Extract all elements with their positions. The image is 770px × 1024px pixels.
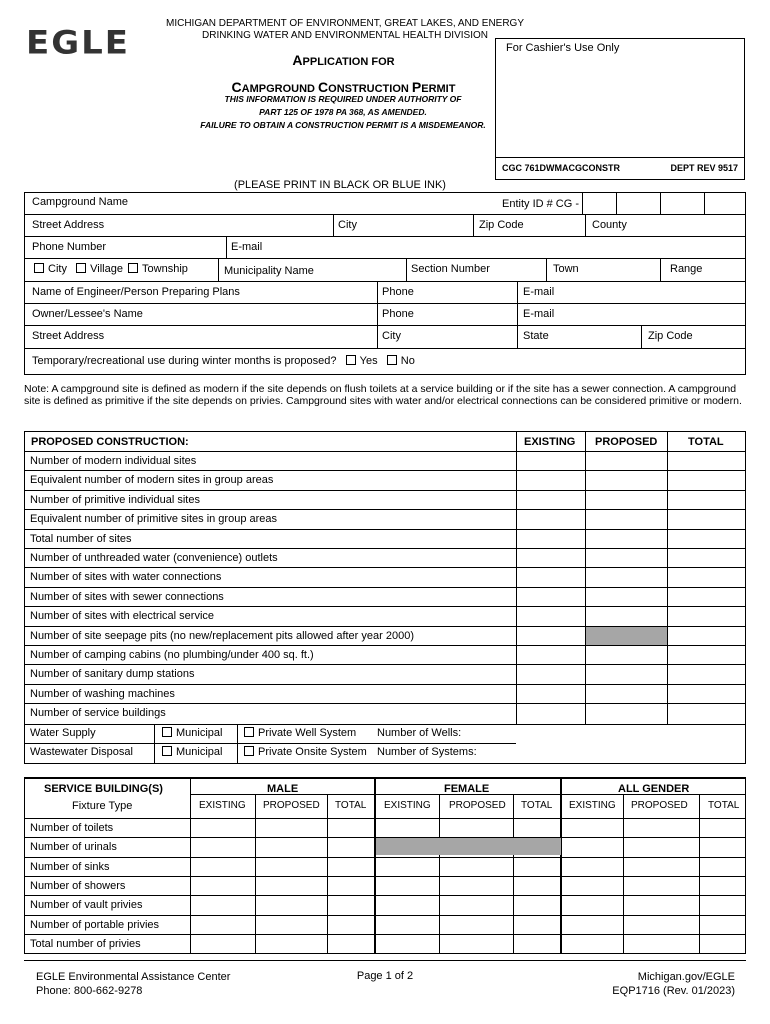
construction-proposed-field[interactable]: [586, 471, 667, 489]
wastewater-label: Wastewater Disposal: [30, 746, 133, 758]
private-well-checkbox[interactable]: [244, 727, 254, 737]
owner-zip-label: Zip Code: [648, 330, 693, 342]
construction-proposed-field[interactable]: [586, 549, 667, 567]
construction-proposed-field[interactable]: [586, 568, 667, 586]
footer-contact: EGLE Environmental Assistance Center Phone: 800-662-9278: [36, 971, 231, 997]
construction-total-field[interactable]: [668, 491, 745, 509]
construction-existing-field[interactable]: [517, 646, 585, 664]
male-header: MALE: [267, 783, 299, 795]
owner-street-label: Street Address: [32, 330, 105, 342]
construction-row-label: Number of sites with sewer connections: [30, 591, 224, 603]
construction-proposed-field[interactable]: [586, 646, 667, 664]
phone-number-label: Phone Number: [32, 241, 106, 253]
city-label: City: [338, 219, 357, 231]
construction-row-label: Equivalent number of primitive sites in group areas: [30, 513, 278, 525]
entity-id-box-4[interactable]: [705, 193, 745, 213]
water-supply-label: Water Supply: [30, 727, 96, 739]
construction-row-label: Number of primitive individual sites: [30, 494, 200, 506]
service-building-table: [24, 777, 746, 954]
construction-existing-field[interactable]: [517, 588, 585, 606]
form-code-bar: [496, 157, 744, 179]
construction-header: PROPOSED CONSTRUCTION:: [31, 436, 189, 448]
wastewater-municipal-checkbox[interactable]: [162, 746, 172, 756]
footer-form-id: Michigan.gov/EGLE EQP1716 (Rev. 01/2023): [612, 971, 735, 997]
county-label: County: [592, 219, 627, 231]
female-existing: EXISTING: [384, 800, 431, 811]
construction-total-field[interactable]: [668, 607, 745, 625]
winter-use-label: Temporary/recreational use during winter months is proposed?: [32, 355, 337, 367]
all-gender-header: ALL GENDER: [618, 783, 690, 795]
entity-id-box-3[interactable]: [661, 193, 704, 213]
yes-checkbox[interactable]: [346, 355, 356, 365]
num-systems-label: Number of Systems:: [377, 746, 477, 758]
construction-existing-field[interactable]: [517, 452, 585, 470]
male-total: TOTAL: [335, 800, 367, 811]
private-well-option: Private Well System: [244, 727, 356, 739]
print-note: (PLEASE PRINT IN BLACK OR BLUE INK): [234, 179, 446, 191]
email-label: E-mail: [231, 241, 263, 253]
allgender-total: TOTAL: [708, 800, 740, 811]
female-total: TOTAL: [521, 800, 553, 811]
authority-notice: THIS INFORMATION IS REQUIRED UNDER AUTHORITY OF PART 125 OF 1978 PA 368, AS AMENDED. FAILURE TO OBTAIN A CONSTRUCTION PERMIT IS A MISDEMEANOR.: [200, 94, 486, 130]
entity-id-box-1[interactable]: [583, 193, 616, 213]
egle-logo: EGLE: [26, 24, 131, 62]
construction-proposed-field[interactable]: [586, 530, 667, 548]
agency-line-1: MICHIGAN DEPARTMENT OF ENVIRONMENT, GREAT LAKES, AND ENERGY: [165, 18, 525, 29]
municipality-name-label: Municipality Name: [224, 265, 314, 277]
water-municipal-checkbox[interactable]: [162, 727, 172, 737]
fixture-type-label: Fixture Type: [72, 800, 133, 812]
entity-id-label: Entity ID # CG -: [502, 198, 580, 210]
owner-city-label: City: [382, 330, 401, 342]
construction-proposed-field[interactable]: [586, 704, 667, 722]
form-code: CGC 761DWMACGCONSTR: [502, 163, 621, 173]
service-row-label: Number of sinks: [30, 861, 110, 873]
city-checkbox[interactable]: [34, 263, 44, 273]
engineer-email-label: E-mail: [523, 286, 555, 298]
construction-total-field[interactable]: [668, 510, 745, 528]
construction-proposed-field[interactable]: [586, 665, 667, 683]
construction-row-label: Number of unthreaded water (convenience) outlets: [30, 552, 278, 564]
agency-line-2: DRINKING WATER AND ENVIRONMENTAL HEALTH DIVISION: [202, 30, 488, 41]
service-row-label: Number of portable privies: [30, 919, 160, 931]
col-total: TOTAL: [688, 436, 724, 448]
wastewater-municipal-option: Municipal: [162, 746, 222, 758]
construction-total-field[interactable]: [668, 471, 745, 489]
construction-row-label: Number of site seepage pits (no new/replacement pits allowed after year 2000): [30, 630, 414, 642]
num-wells-label: Number of Wells:: [377, 727, 462, 739]
construction-existing-field[interactable]: [517, 665, 585, 683]
form-title: APPLICATION FOR CAMPGROUND CONSTRUCTION PERMIT: [231, 52, 456, 95]
construction-total-field[interactable]: [668, 704, 745, 722]
street-address-label: Street Address: [32, 219, 105, 231]
construction-row-label: Number of service buildings: [30, 707, 166, 719]
construction-row-label: Number of sites with electrical service: [30, 610, 215, 622]
construction-row-label: Total number of sites: [30, 533, 132, 545]
site-definition-note: Note: A campground site is defined as modern if the site depends on flush toilets at a service building or if the site has a sewer connection. A campground site is defined as primitive if the site depends on privies. Campground sites with water and/or electrical connections can be considered primitive or modern.: [24, 383, 742, 407]
construction-table: [24, 431, 746, 764]
male-proposed: PROPOSED: [263, 800, 320, 811]
engineer-phone-label: Phone: [382, 286, 414, 298]
allgender-existing: EXISTING: [569, 800, 616, 811]
construction-existing-field[interactable]: [517, 491, 585, 509]
col-existing: EXISTING: [524, 436, 576, 448]
service-row-label: Number of toilets: [30, 822, 114, 834]
owner-state-label: State: [523, 330, 549, 342]
service-row-label: Number of urinals: [30, 841, 117, 853]
construction-row-label: Number of camping cabins (no plumbing/under 400 sq. ft.): [30, 649, 314, 661]
construction-proposed-field[interactable]: [586, 588, 667, 606]
village-checkbox[interactable]: [76, 263, 86, 273]
construction-total-field[interactable]: [668, 588, 745, 606]
construction-row-label: Number of washing machines: [30, 688, 175, 700]
allgender-proposed: PROPOSED: [631, 800, 688, 811]
construction-existing-field[interactable]: [517, 704, 585, 722]
entity-id-box-2[interactable]: [617, 193, 660, 213]
private-onsite-option: Private Onsite System: [244, 746, 367, 758]
town-label: Town: [553, 263, 579, 275]
construction-proposed-field[interactable]: [586, 685, 667, 703]
service-row-label: Number of vault privies: [30, 899, 143, 911]
construction-row-label: Number of sanitary dump stations: [30, 668, 195, 680]
male-existing: EXISTING: [199, 800, 246, 811]
township-checkbox[interactable]: [128, 263, 138, 273]
construction-proposed-field[interactable]: [586, 452, 667, 470]
construction-existing-field[interactable]: [517, 627, 585, 645]
owner-name-label: Owner/Lessee's Name: [32, 308, 143, 320]
service-header: SERVICE BUILDING(S): [44, 783, 163, 795]
construction-total-field[interactable]: [668, 646, 745, 664]
construction-existing-field[interactable]: [517, 510, 585, 528]
construction-existing-field[interactable]: [517, 607, 585, 625]
no-checkbox[interactable]: [387, 355, 397, 365]
cashier-box[interactable]: [495, 38, 745, 180]
owner-email-label: E-mail: [523, 308, 555, 320]
construction-total-field[interactable]: [668, 665, 745, 683]
info-table: [24, 192, 746, 375]
construction-row-label: Number of modern individual sites: [30, 455, 197, 467]
female-header: FEMALE: [444, 783, 490, 795]
construction-existing-field[interactable]: [517, 685, 585, 703]
section-number-label: Section Number: [411, 263, 490, 275]
construction-total-field[interactable]: [668, 627, 745, 645]
construction-total-field[interactable]: [668, 452, 745, 470]
construction-total-field[interactable]: [668, 530, 745, 548]
construction-proposed-field[interactable]: [586, 607, 667, 625]
construction-proposed-field[interactable]: [586, 510, 667, 528]
construction-existing-field[interactable]: [517, 530, 585, 548]
construction-proposed-field[interactable]: [586, 491, 667, 509]
cashier-label: For Cashier's Use Only: [506, 42, 620, 54]
service-row-label: Total number of privies: [30, 938, 141, 950]
construction-existing-field[interactable]: [517, 471, 585, 489]
winter-use-row: Temporary/recreational use during winter months is proposed? Yes No: [32, 355, 415, 367]
construction-existing-field[interactable]: [517, 549, 585, 567]
female-proposed: PROPOSED: [449, 800, 506, 811]
campground-name-label: Campground Name: [32, 196, 128, 208]
construction-total-field[interactable]: [668, 568, 745, 586]
engineer-name-label: Name of Engineer/Person Preparing Plans: [32, 286, 240, 298]
private-onsite-checkbox[interactable]: [244, 746, 254, 756]
construction-row-label: Equivalent number of modern sites in group areas: [30, 474, 274, 486]
construction-total-field[interactable]: [668, 549, 745, 567]
dept-rev: DEPT REV 9517: [670, 163, 738, 173]
range-label: Range: [670, 263, 703, 275]
page-number: Page 1 of 2: [356, 970, 414, 982]
construction-proposed-field[interactable]: [586, 627, 667, 645]
urinals-female-disabled: [376, 837, 561, 855]
construction-total-field[interactable]: [668, 685, 745, 703]
owner-phone-label: Phone: [382, 308, 414, 320]
municipality-type: City Village Township: [34, 263, 188, 275]
zip-code-label: Zip Code: [479, 219, 524, 231]
agency-name: [150, 18, 540, 42]
col-proposed: PROPOSED: [595, 436, 658, 448]
construction-existing-field[interactable]: [517, 568, 585, 586]
service-row-label: Number of showers: [30, 880, 126, 892]
construction-row-label: Number of sites with water connections: [30, 571, 222, 583]
water-municipal-option: Municipal: [162, 727, 222, 739]
